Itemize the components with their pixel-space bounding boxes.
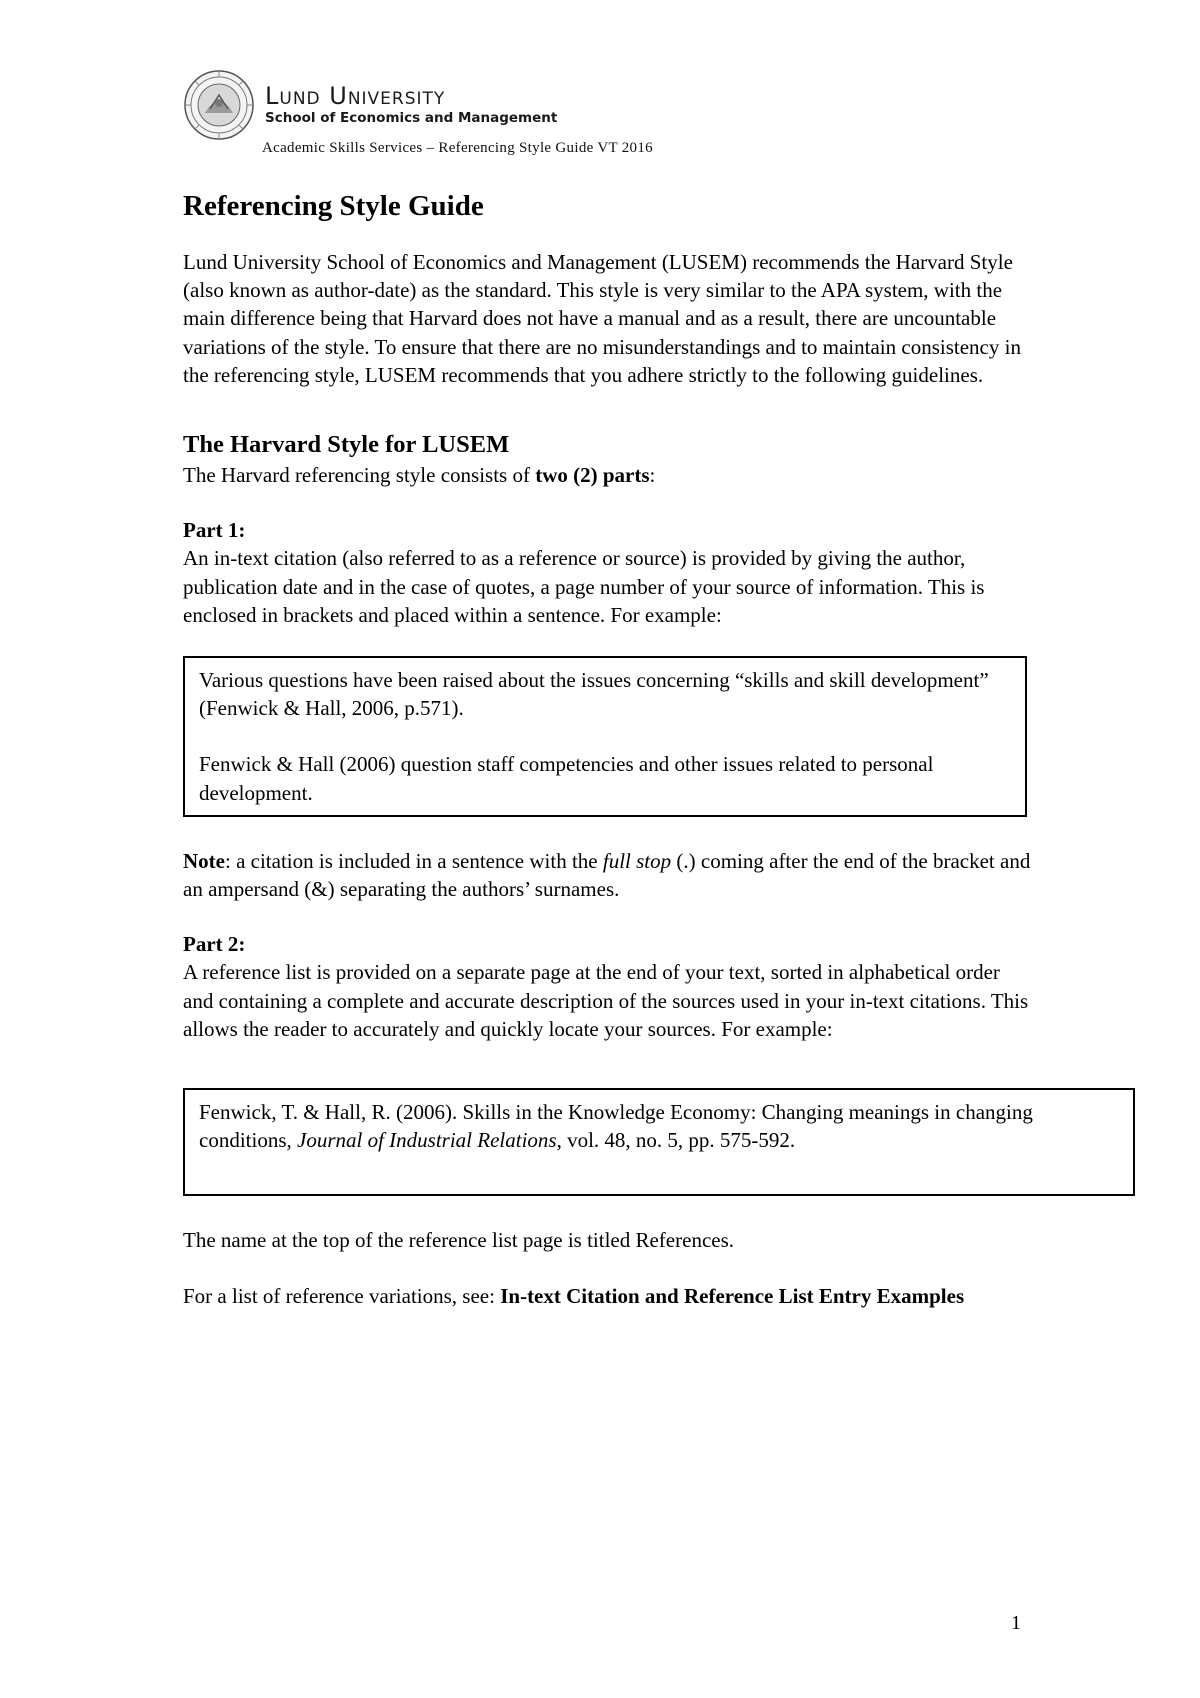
variations-text: For a list of reference variations, see: (183, 1283, 501, 1308)
logo-wordmark (265, 83, 557, 127)
reference-entry-text-2: , vol. 48, no. 5, pp. 575-592. (556, 1128, 796, 1153)
university-logo (183, 68, 557, 142)
intro-paragraph: Lund University School of Economics and Management (LUSEM) recommends the Harvard Style (also known as author-date) as the standard. This style is very similar to the APA system, with the main difference being that Harvard does not have a manual and as a result, there are uncountable variations of the style. To ensure that there are no misunderstandings and to maintain consistency in the referencing style, LUSEM recommends that you adhere strictly to the following guidelines. (183, 250, 1021, 387)
note-label: Note (183, 848, 225, 873)
logo-university-name: Lund University (265, 82, 446, 110)
reference-entry-text-1: Fenwick, T. & Hall, R. (2006). Skills in the Knowledge Economy: Changing meanings in changing conditions, (199, 1100, 1033, 1153)
harvard-lead-paragraph (183, 461, 1033, 489)
harvard-lead-text: The Harvard referencing style consists of (183, 463, 536, 488)
in-text-citation-example-box (183, 656, 1027, 817)
page-number: 1 (1011, 1612, 1021, 1634)
part-1-label: Part 1: (183, 518, 246, 543)
document-body (183, 188, 1033, 1310)
note-text-1: : a citation is included in a sentence with the (224, 848, 603, 873)
citation-example-1: Various questions have been raised about the issues concerning “skills and skill development” (Fenwick & Hall, 2006, p.571). (199, 668, 989, 721)
harvard-lead-bold: two (2) parts (535, 463, 650, 488)
logo-school-name: School of Economics and Management (265, 110, 558, 126)
citation-example-2: Fenwick & Hall (2006) question staff competencies and other issues related to personal development. (199, 752, 934, 805)
references-title-note: The name at the top of the reference list page is titled References. (183, 1228, 735, 1253)
note-paragraph (183, 847, 1033, 903)
variations-link[interactable]: In-text Citation and Reference List Entry Examples (500, 1283, 965, 1308)
university-seal-icon (183, 69, 255, 141)
reference-list-example-box (183, 1088, 1135, 1196)
reference-journal-title: Journal of Industrial Relations (297, 1128, 557, 1153)
part-2-label: Part 2: (183, 932, 246, 957)
note-italic: full stop (602, 848, 672, 873)
part-1-paragraph: An in-text citation (also referred to as a reference or source) is provided by giving the author, publication date and in the case of quotes, a page number of your source of information. This is enclosed in brackets and placed within a sentence. For example: (183, 546, 985, 627)
part-2-paragraph: A reference list is provided on a separate page at the end of your text, sorted in alphabetical order and containing a complete and accurate description of the sources used in your in-text citations. This allows the reader to accurately and quickly locate your sources. For example: (183, 960, 1029, 1041)
document-title: Referencing Style Guide (183, 190, 484, 222)
variations-paragraph (183, 1282, 1033, 1310)
note-text-2: (.) coming after the end of the bracket and an ampersand (&) separating the authors’ surnames. (183, 848, 1031, 902)
running-header: Academic Skills Services – Referencing Style Guide VT 2016 (262, 140, 653, 156)
harvard-section-heading: The Harvard Style for LUSEM (183, 431, 510, 459)
reference-entry (199, 1098, 1119, 1154)
harvard-lead-end: : (649, 463, 656, 488)
